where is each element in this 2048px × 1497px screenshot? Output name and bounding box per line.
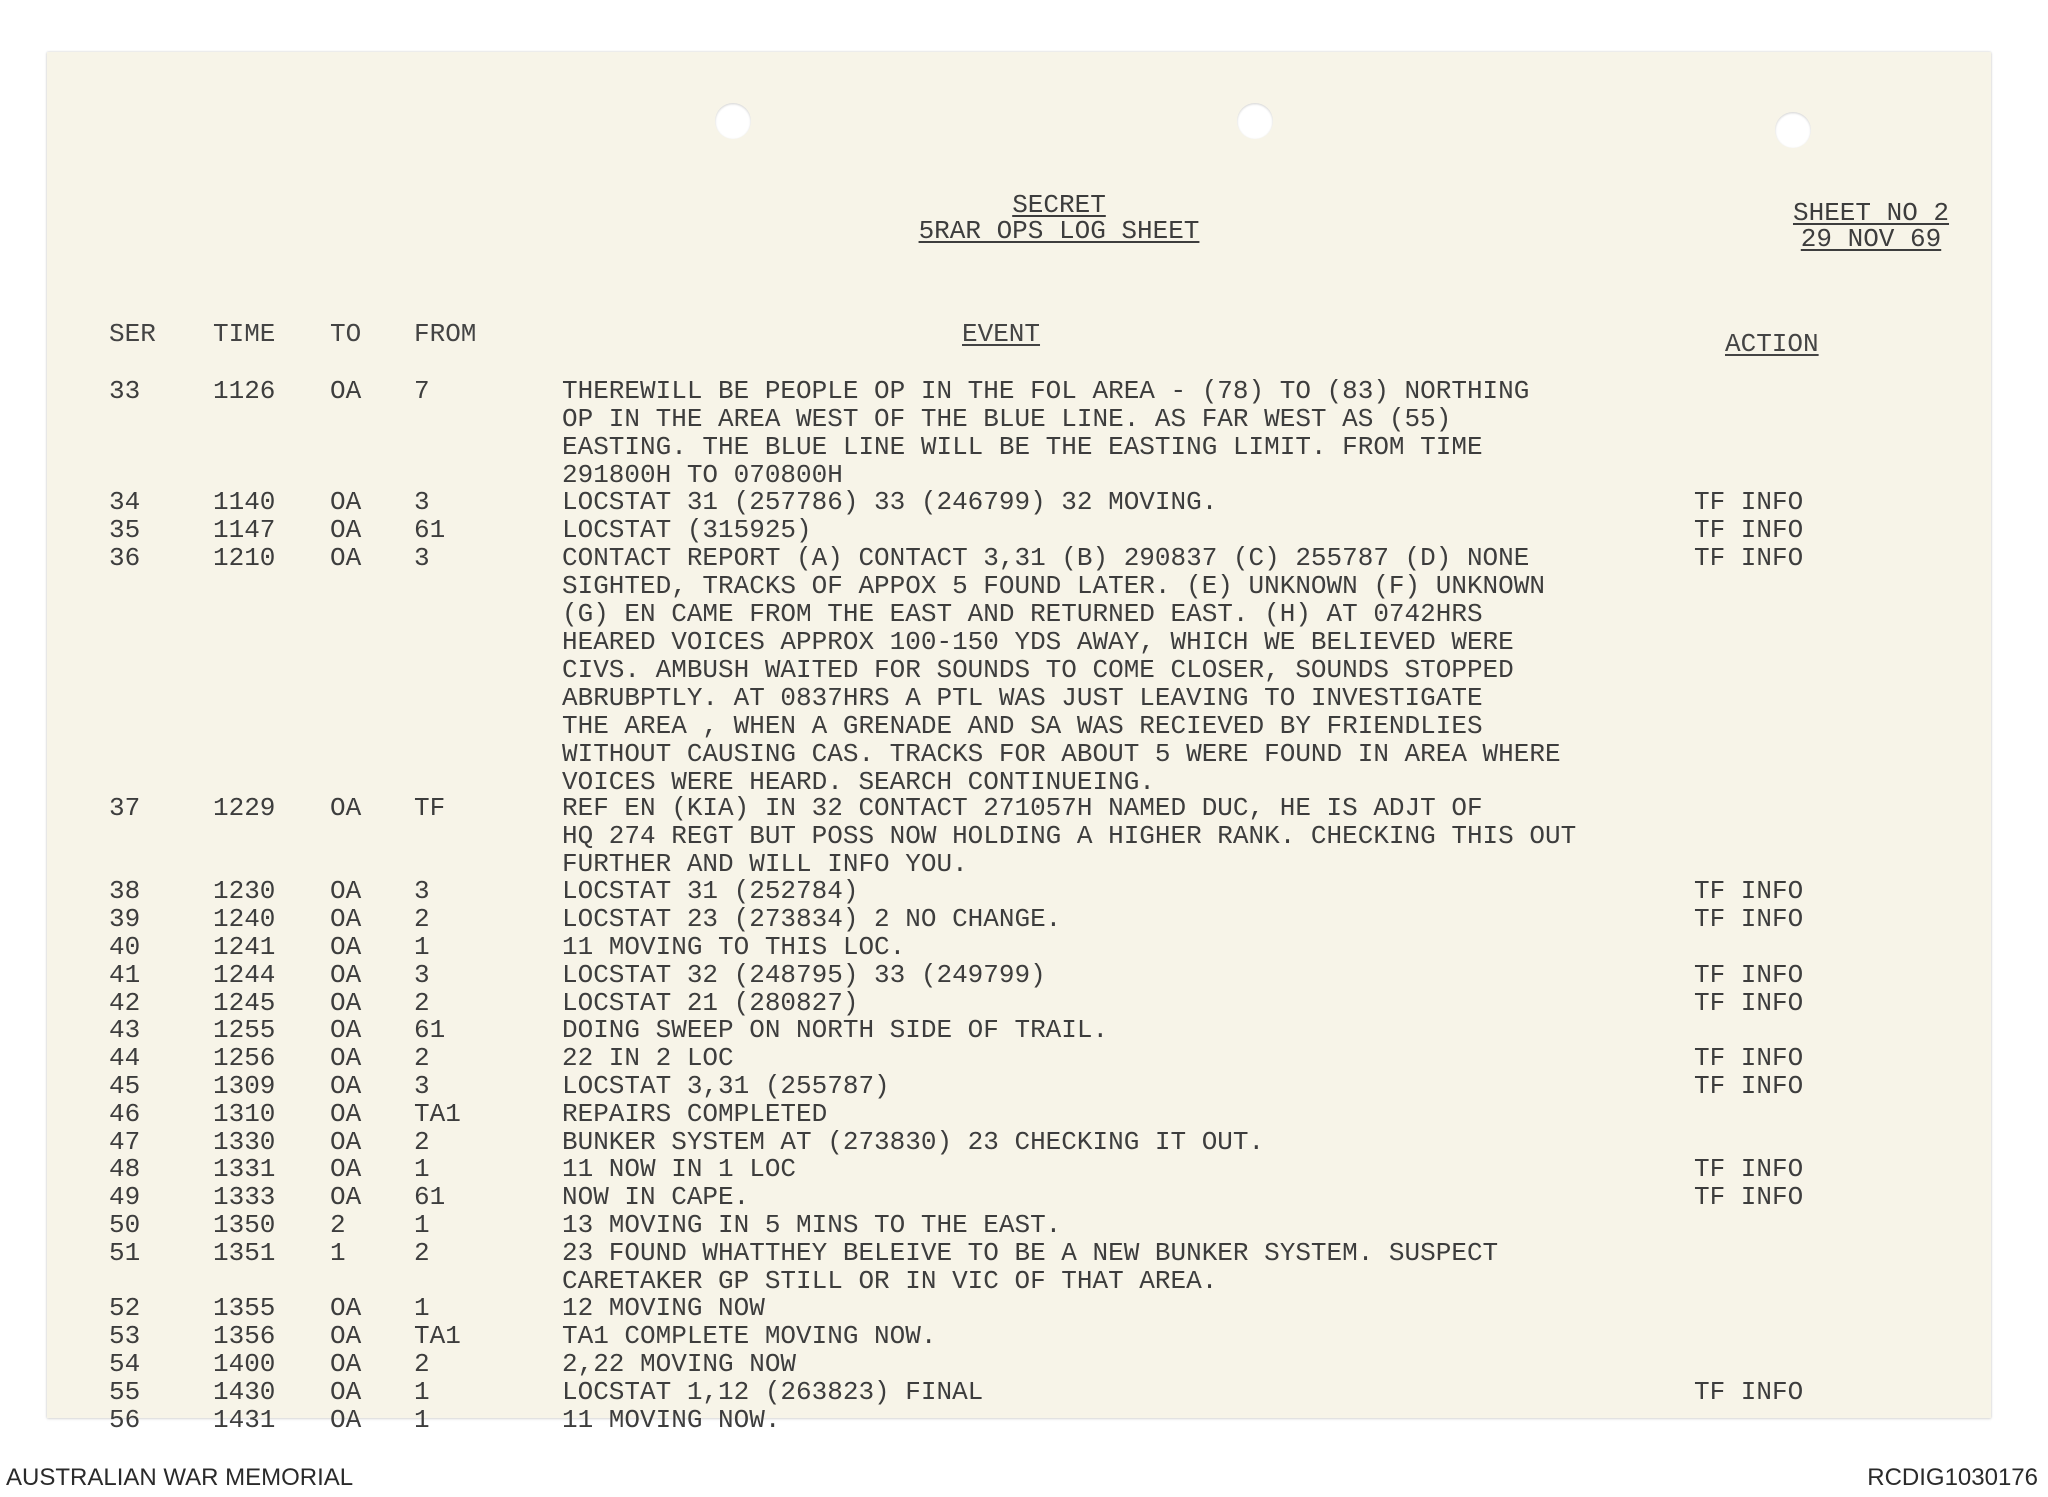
- entry-time: 1351: [213, 1237, 276, 1268]
- entry-time: 1229: [213, 793, 276, 823]
- entry-event-line: THEREWILL BE PEOPLE OP IN THE FOL AREA - (78) TO (83) NORTHING: [562, 376, 1530, 406]
- sheet-number: SHEET NO 2: [1792, 198, 1950, 228]
- entry-event-line: FURTHER AND WILL INFO YOU.: [562, 849, 968, 879]
- entry-time: 1355: [213, 1293, 276, 1324]
- entry-event-line: CONTACT REPORT (A) CONTACT 3,31 (B) 290837 (C) 255787 (D) NONE: [562, 542, 1530, 573]
- entry-action: TF INFO: [1694, 1043, 1804, 1074]
- sheet-date: 29 NOV 69: [1800, 224, 1942, 254]
- column-header-from: FROM: [414, 319, 477, 349]
- entry-ser: 46: [109, 1098, 141, 1129]
- entry-time: 1309: [213, 1071, 276, 1101]
- entry-ser: 47: [109, 1126, 141, 1157]
- entry-from: 1: [414, 1293, 430, 1324]
- entry-event-line: 22 IN 2 LOC: [562, 1043, 734, 1074]
- punch-hole-center: [1237, 103, 1273, 139]
- entry-time: 1431: [213, 1404, 276, 1435]
- entry-event-line: LOCSTAT 21 (280827): [562, 987, 859, 1018]
- entry-event: [562, 1239, 1498, 1295]
- entry-event: [562, 1294, 765, 1322]
- entry-event: [562, 1183, 749, 1211]
- entry-ser: 43: [109, 1015, 141, 1046]
- entry-to: OA: [330, 876, 362, 907]
- entry-action: TF INFO: [1694, 1376, 1804, 1407]
- entry-event-line: VOICES WERE HEARD. SEARCH CONTINUEING.: [562, 766, 1155, 797]
- column-header-time: TIME: [213, 319, 276, 349]
- entry-event: [562, 961, 1046, 989]
- entry-from: TF: [414, 793, 446, 823]
- entry-event-line: DOING SWEEP ON NORTH SIDE OF TRAIL.: [562, 1015, 1109, 1046]
- entry-event-line: LOCSTAT 3,31 (255787): [562, 1071, 890, 1101]
- entry-event: [562, 1322, 936, 1350]
- entry-to: OA: [330, 1015, 362, 1046]
- entry-from: 2: [414, 1126, 430, 1157]
- entry-to: OA: [330, 1293, 362, 1324]
- entry-action: TF INFO: [1694, 487, 1804, 518]
- entry-ser: 44: [109, 1043, 141, 1074]
- entry-ser: 36: [109, 542, 141, 573]
- entry-to: OA: [330, 1182, 362, 1213]
- entry-event-line: LOCSTAT 31 (252784): [562, 876, 859, 907]
- entry-ser: 50: [109, 1210, 141, 1240]
- entry-event: [562, 1211, 1061, 1239]
- entry-ser: 55: [109, 1376, 141, 1407]
- entry-event-line: ABRUBPTLY. AT 0837HRS A PTL WAS JUST LEAVING TO INVESTIGATE: [562, 682, 1483, 713]
- entry-event-line: REPAIRS COMPLETED: [562, 1098, 828, 1129]
- entry-time: 1256: [213, 1043, 276, 1074]
- entry-ser: 42: [109, 987, 141, 1018]
- entry-from: 3: [414, 959, 430, 990]
- entry-to: OA: [330, 542, 362, 573]
- entry-time: 1230: [213, 876, 276, 907]
- entry-event-line: LOCSTAT 31 (257786) 33 (246799) 32 MOVING.: [562, 487, 1218, 518]
- entry-ser: 39: [109, 904, 141, 935]
- entry-action: TF INFO: [1694, 1071, 1804, 1101]
- entry-event-line: LOCSTAT (315925): [562, 515, 812, 545]
- footer-record-id: RCDIG1030176: [1867, 1464, 2038, 1491]
- column-header-event: EVENT: [962, 319, 1041, 349]
- entry-event-line: EASTING. THE BLUE LINE WILL BE THE EASTING LIMIT. FROM TIME: [562, 432, 1483, 462]
- entry-event: [562, 544, 1561, 796]
- entry-event-line: BUNKER SYSTEM AT (273830) 23 CHECKING IT OUT.: [562, 1126, 1265, 1157]
- entry-to: OA: [330, 1071, 362, 1101]
- entry-event: [562, 1128, 1264, 1156]
- entry-from: 2: [414, 1043, 430, 1074]
- entry-time: 1330: [213, 1126, 276, 1157]
- entry-ser: 41: [109, 959, 141, 990]
- entry-ser: 38: [109, 876, 141, 907]
- entry-from: TA1: [414, 1098, 461, 1129]
- entry-time: 1240: [213, 904, 276, 935]
- entry-to: OA: [330, 793, 362, 823]
- entry-event-line: NOW IN CAPE.: [562, 1182, 750, 1213]
- entry-time: 1241: [213, 932, 276, 962]
- entry-from: TA1: [414, 1321, 461, 1352]
- entry-event-line: LOCSTAT 32 (248795) 33 (249799): [562, 959, 1046, 990]
- entry-event: [562, 1155, 796, 1183]
- entry-time: 1310: [213, 1098, 276, 1129]
- entry-from: 2: [414, 1349, 430, 1379]
- entry-event: [562, 1044, 734, 1072]
- entry-event-line: 2,22 MOVING NOW: [562, 1349, 797, 1379]
- entry-time: 1210: [213, 542, 276, 573]
- entry-from: 61: [414, 515, 446, 545]
- entry-event-line: CARETAKER GP STILL OR IN VIC OF THAT AREA.: [562, 1265, 1218, 1296]
- entry-event-line: 11 MOVING NOW.: [562, 1404, 781, 1435]
- entry-event: [562, 1100, 827, 1128]
- entry-time: 1245: [213, 987, 276, 1018]
- entry-event: [562, 794, 1576, 878]
- entry-from: 1: [414, 1404, 430, 1435]
- entry-from: 2: [414, 904, 430, 935]
- entry-event-line: WITHOUT CAUSING CAS. TRACKS FOR ABOUT 5 WERE FOUND IN AREA WHERE: [562, 738, 1561, 769]
- entry-time: 1350: [213, 1210, 276, 1240]
- entry-ser: 35: [109, 515, 141, 545]
- entry-event-line: 11 MOVING TO THIS LOC.: [562, 932, 906, 962]
- entry-event-line: 23 FOUND WHATTHEY BELEIVE TO BE A NEW BUNKER SYSTEM. SUSPECT: [562, 1237, 1499, 1268]
- log-sheet-paper: [47, 52, 1991, 1435]
- entry-event-line: (G) EN CAME FROM THE EAST AND RETURNED EAST. (H) AT 0742HRS: [562, 598, 1483, 629]
- entry-to: OA: [330, 487, 362, 518]
- entry-from: 2: [414, 1237, 430, 1268]
- entry-event-line: HQ 274 REGT BUT POSS NOW HOLDING A HIGHER RANK. CHECKING THIS OUT: [562, 821, 1577, 851]
- entry-ser: 51: [109, 1237, 141, 1268]
- entry-event-line: LOCSTAT 1,12 (263823) FINAL: [562, 1376, 984, 1407]
- entry-from: 7: [414, 376, 430, 406]
- entry-time: 1331: [213, 1154, 276, 1185]
- entry-event-line: THE AREA , WHEN A GRENADE AND SA WAS RECIEVED BY FRIENDLIES: [562, 710, 1483, 741]
- entry-event-line: OP IN THE AREA WEST OF THE BLUE LINE. AS FAR WEST AS (55): [562, 404, 1452, 434]
- entry-event-line: SIGHTED, TRACKS OF APPOX 5 FOUND LATER. (E) UNKNOWN (F) UNKNOWN: [562, 570, 1545, 601]
- entry-to: OA: [330, 1126, 362, 1157]
- entry-from: 61: [414, 1182, 446, 1213]
- entry-to: 1: [330, 1237, 346, 1268]
- entry-event: [562, 877, 858, 905]
- entry-action: TF INFO: [1694, 542, 1804, 573]
- entry-to: OA: [330, 376, 362, 406]
- entry-ser: 54: [109, 1349, 141, 1379]
- entry-event-line: 13 MOVING IN 5 MINS TO THE EAST.: [562, 1210, 1062, 1240]
- entry-event-line: LOCSTAT 23 (273834) 2 NO CHANGE.: [562, 904, 1062, 935]
- entry-event-line: TA1 COMPLETE MOVING NOW.: [562, 1321, 937, 1352]
- entry-time: 1430: [213, 1376, 276, 1407]
- entry-event: [562, 377, 1529, 489]
- entry-event: [562, 1378, 983, 1406]
- entry-to: OA: [330, 959, 362, 990]
- entry-from: 3: [414, 542, 430, 573]
- entry-event-line: CIVS. AMBUSH WAITED FOR SOUNDS TO COME CLOSER, SOUNDS STOPPED: [562, 654, 1514, 685]
- entry-from: 1: [414, 1210, 430, 1240]
- entry-from: 1: [414, 1376, 430, 1407]
- entry-ser: 49: [109, 1182, 141, 1213]
- entry-action: TF INFO: [1694, 515, 1804, 545]
- entry-event: [562, 488, 1217, 516]
- column-header-action: ACTION: [1725, 329, 1819, 359]
- entry-from: 3: [414, 487, 430, 518]
- entry-ser: 56: [109, 1404, 141, 1435]
- document-title: 5RAR OPS LOG SHEET: [918, 216, 1200, 246]
- entry-event: [562, 933, 905, 961]
- entry-event: [562, 516, 812, 544]
- entry-time: 1244: [213, 959, 276, 990]
- entry-to: OA: [330, 932, 362, 962]
- entry-from: 1: [414, 1154, 430, 1185]
- entry-to: OA: [330, 1154, 362, 1185]
- entry-to: OA: [330, 987, 362, 1018]
- entry-event-line: REF EN (KIA) IN 32 CONTACT 271057H NAMED DUC, HE IS ADJT OF: [562, 793, 1483, 823]
- entry-from: 3: [414, 876, 430, 907]
- entry-event: [562, 1016, 1108, 1044]
- column-header-ser: SER: [109, 319, 156, 349]
- entry-to: OA: [330, 1376, 362, 1407]
- entry-ser: 40: [109, 932, 141, 962]
- entry-event: [562, 905, 1061, 933]
- entry-event-line: 12 MOVING NOW: [562, 1293, 765, 1324]
- entry-from: 3: [414, 1071, 430, 1101]
- entry-ser: 34: [109, 487, 141, 518]
- entry-ser: 48: [109, 1154, 141, 1185]
- entry-to: OA: [330, 1404, 362, 1435]
- entry-ser: 37: [109, 793, 141, 823]
- punch-hole-left: [715, 103, 751, 139]
- entry-ser: 52: [109, 1293, 141, 1324]
- entry-ser: 45: [109, 1071, 141, 1101]
- entry-to: OA: [330, 904, 362, 935]
- entry-action: TF INFO: [1694, 904, 1804, 935]
- punch-hole-right: [1775, 112, 1811, 148]
- entry-time: 1140: [213, 487, 276, 518]
- entry-action: TF INFO: [1694, 959, 1804, 990]
- entry-event-line: 11 NOW IN 1 LOC: [562, 1154, 797, 1185]
- entry-time: 1333: [213, 1182, 276, 1213]
- entry-to: OA: [330, 1098, 362, 1129]
- entry-action: TF INFO: [1694, 1154, 1804, 1185]
- entry-event: [562, 1072, 890, 1100]
- entry-action: TF INFO: [1694, 987, 1804, 1018]
- entry-event-line: HEARED VOICES APPROX 100-150 YDS AWAY, WHICH WE BELIEVED WERE: [562, 626, 1514, 657]
- column-header-to: TO: [330, 319, 362, 349]
- entry-time: 1255: [213, 1015, 276, 1046]
- entry-ser: 53: [109, 1321, 141, 1352]
- entry-event-line: 291800H TO 070800H: [562, 460, 843, 490]
- footer-institution: AUSTRALIAN WAR MEMORIAL: [6, 1464, 354, 1491]
- entry-to: OA: [330, 1349, 362, 1379]
- entry-time: 1126: [213, 376, 276, 406]
- classification-heading: SECRET: [1012, 190, 1106, 220]
- entry-to: 2: [330, 1210, 346, 1240]
- entry-to: OA: [330, 515, 362, 545]
- entry-to: OA: [330, 1321, 362, 1352]
- entry-action: TF INFO: [1694, 1182, 1804, 1213]
- entry-time: 1147: [213, 515, 276, 545]
- entry-action: TF INFO: [1694, 876, 1804, 907]
- entry-from: 2: [414, 987, 430, 1018]
- entry-time: 1400: [213, 1349, 276, 1379]
- entry-to: OA: [330, 1043, 362, 1074]
- entry-time: 1356: [213, 1321, 276, 1352]
- entry-from: 1: [414, 932, 430, 962]
- entry-from: 61: [414, 1015, 446, 1046]
- entry-event: [562, 1350, 796, 1378]
- entry-event: [562, 989, 858, 1017]
- entry-event: [562, 1406, 780, 1434]
- entry-ser: 33: [109, 376, 141, 406]
